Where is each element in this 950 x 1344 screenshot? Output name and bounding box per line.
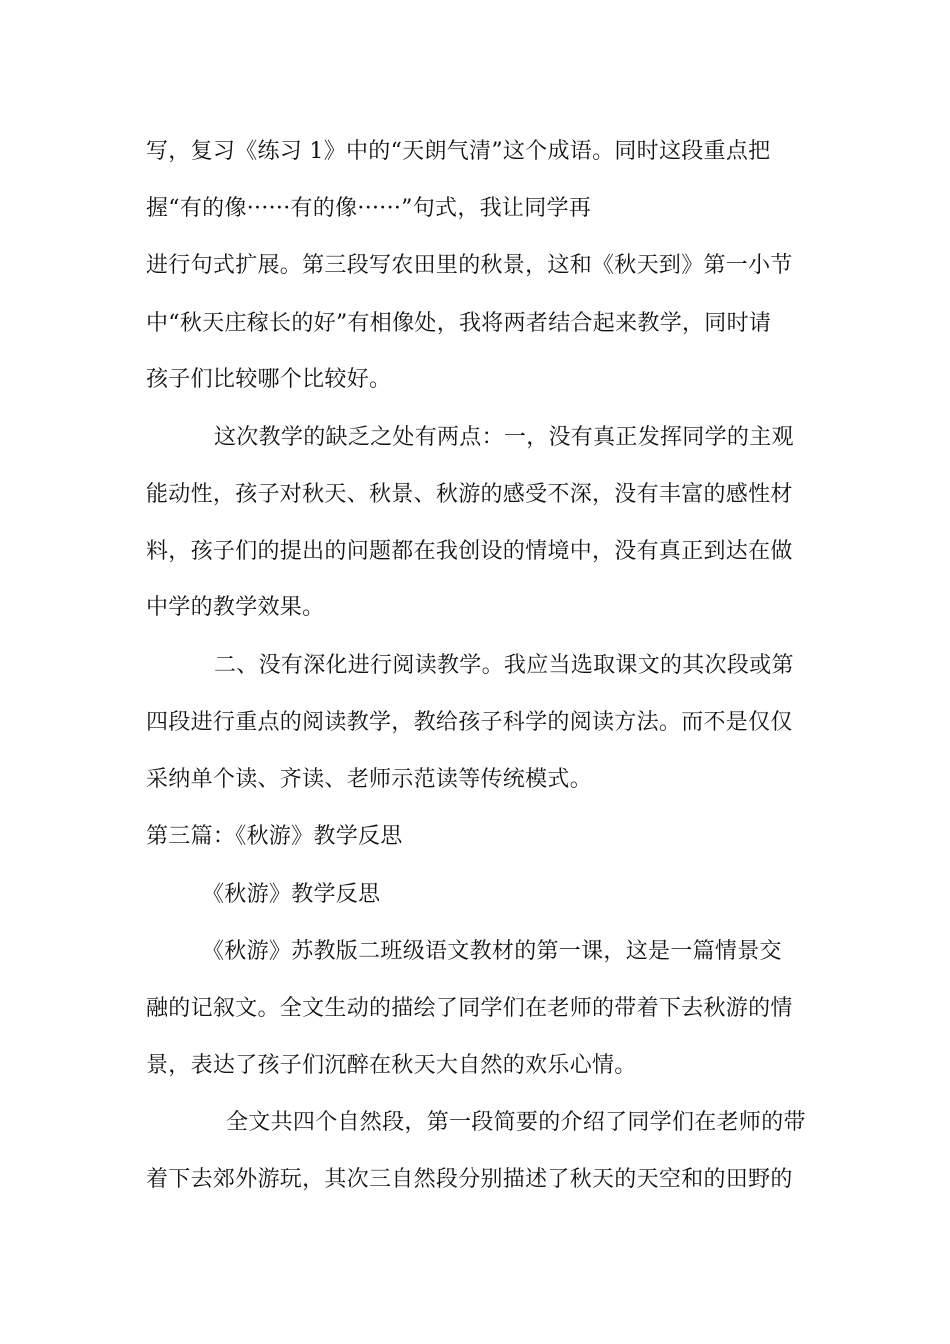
text-line: 中学的教学效果。 [146,595,325,620]
text-line: 孩子们比较哪个比较好。 [146,367,392,392]
text-line: 景，表达了孩子们沉醉在秋天大自然的欢乐心情。 [146,1053,637,1078]
text-line: 写，复习《练习 1》中的“天朗气清”这个成语。同时这段重点把 [146,139,771,164]
text-line: 进行句式扩展。第三段写农田里的秋景，这和《秋天到》第一小节 [146,253,793,278]
text-line: 料，孩子们的提出的问题都在我创设的情境中，没有真正到达在做 [146,539,793,564]
text-line: 握“有的像······有的像······”句式，我让同学再 [146,196,592,221]
text-line: 中“秋天庄稼长的好”有相像处，我将两者结合起来教学，同时请 [146,311,772,336]
text-line: 四段进行重点的阅读教学，教给孩子科学的阅读方法。而不是仅仅 [146,710,793,735]
text-line: 采纳单个读、齐读、老师示范读等传统模式。 [146,767,593,792]
paragraph-first-line: 全文共四个自然段，第一段简要的介绍了同学们在老师的带 [226,1110,806,1135]
text-line: 能动性，孩子对秋天、秋景、秋游的感受不深，没有丰富的感性材 [146,482,793,507]
section-heading: 第三篇：《秋游》教学反思 [146,824,403,849]
text-line: 融的记叙文。全文生动的描绘了同学们在老师的带着下去秋游的情 [146,996,793,1021]
article-title: 《秋游》教学反思 [202,882,381,907]
text-line: 着下去郊外游玩，其次三自然段分别描述了秋天的天空和的田野的 [146,1167,793,1192]
paragraph-first-line: 《秋游》苏教版二班级语文教材的第一课，这是一篇情景交 [202,939,782,964]
paragraph-first-line: 二、没有深化进行阅读教学。我应当选取课文的其次段或第 [214,653,794,678]
paragraph-first-line: 这次教学的缺乏之处有两点：一，没有真正发挥同学的主观 [214,425,794,450]
